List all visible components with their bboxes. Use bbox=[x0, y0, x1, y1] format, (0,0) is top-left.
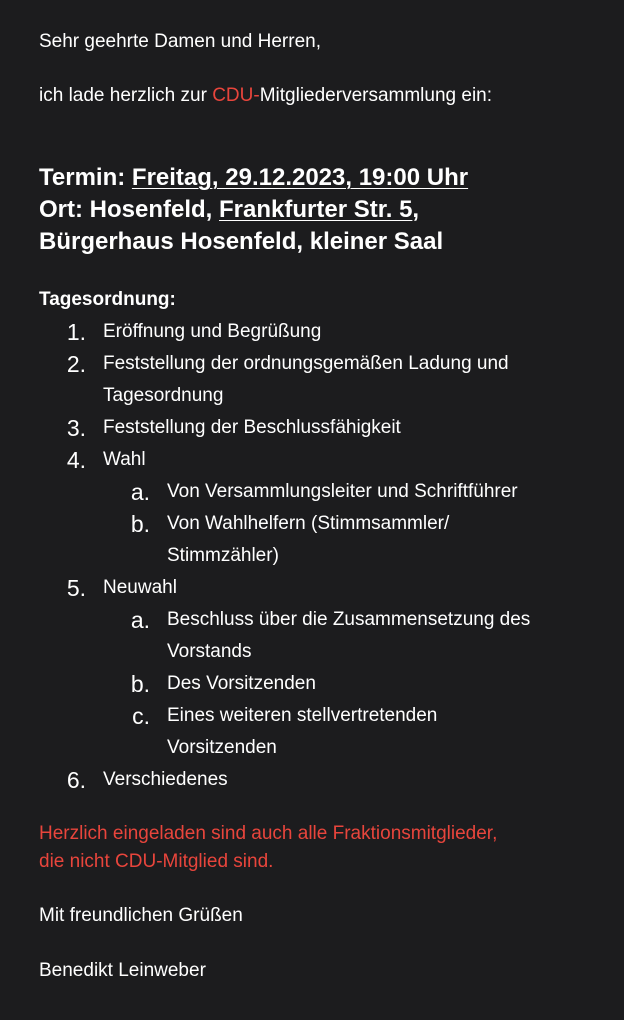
signature: Benedikt Leinweber bbox=[39, 960, 206, 981]
termin-label: Termin: bbox=[39, 164, 132, 191]
intro-before: ich lade herzlich zur bbox=[39, 85, 213, 106]
agenda-item-number: 6. bbox=[66, 767, 86, 793]
agenda-item-text: Neuwahl bbox=[103, 577, 177, 598]
ort-address-link[interactable]: Frankfurter Str. 5 bbox=[219, 196, 413, 223]
intro-highlight: CDU- bbox=[212, 85, 260, 106]
agenda-heading: Tagesordnung: bbox=[39, 289, 176, 310]
ort-line bbox=[39, 194, 419, 226]
closing: Mit freundlichen Grüßen bbox=[39, 905, 243, 926]
agenda-item-number: 1. bbox=[66, 319, 86, 345]
intro-line bbox=[39, 80, 492, 112]
agenda-subitem-letter: b. bbox=[130, 511, 150, 537]
greeting: Sehr geehrte Damen und Herren, bbox=[39, 31, 321, 52]
termin-date-link[interactable]: Freitag, 29.12.2023, 19:00 Uhr bbox=[131, 164, 469, 191]
agenda-subitem-text: Beschluss über die Zusammensetzung des bbox=[167, 609, 531, 630]
ort-label: Ort: Hosenfeld, bbox=[39, 196, 220, 223]
agenda-item-number: 2. bbox=[66, 351, 86, 377]
agenda-item-number: 4. bbox=[66, 447, 86, 473]
agenda-subitem-text-cont: Vorstands bbox=[167, 641, 252, 662]
agenda-item-text-cont: Tagesordnung bbox=[103, 385, 224, 406]
ort-suffix: , bbox=[412, 196, 420, 223]
agenda-subitem-text-cont: Vorsitzenden bbox=[167, 737, 277, 758]
ort-line-2: Bürgerhaus Hosenfeld, kleiner Saal bbox=[39, 228, 444, 255]
termin-line bbox=[39, 162, 468, 194]
invitation-note-line-2: die nicht CDU-Mitglied sind. bbox=[39, 851, 274, 872]
agenda-subitem-text: Des Vorsitzenden bbox=[167, 673, 316, 694]
agenda-item-text: Verschiedenes bbox=[103, 769, 228, 790]
agenda-item-text: Eröffnung und Begrüßung bbox=[103, 321, 322, 342]
invitation-note-line-1: Herzlich eingeladen sind auch alle Fraktionsmitglieder, bbox=[39, 823, 498, 844]
agenda-subitem-text: Eines weiteren stellvertretenden bbox=[167, 705, 438, 726]
agenda-subitem-text: Von Wahlhelfern (Stimmsammler/ bbox=[167, 513, 450, 534]
agenda-item-text: Feststellung der Beschlussfähigkeit bbox=[103, 417, 401, 438]
agenda-subitem-letter: a. bbox=[130, 607, 150, 633]
agenda-item-number: 3. bbox=[66, 415, 86, 441]
agenda-subitem-text-cont: Stimmzähler) bbox=[167, 545, 279, 566]
agenda-subitem-letter: b. bbox=[130, 671, 150, 697]
agenda-item-text: Feststellung der ordnungsgemäßen Ladung und bbox=[103, 353, 509, 374]
intro-after: Mitgliederversammlung ein: bbox=[259, 85, 493, 106]
agenda-item-number: 5. bbox=[66, 575, 86, 601]
agenda-subitem-letter: a. bbox=[130, 479, 150, 505]
agenda-subitem-text: Von Versammlungsleiter und Schriftführer bbox=[167, 481, 518, 502]
agenda-subitem-letter: c. bbox=[132, 703, 150, 729]
agenda-item-text: Wahl bbox=[103, 449, 146, 470]
